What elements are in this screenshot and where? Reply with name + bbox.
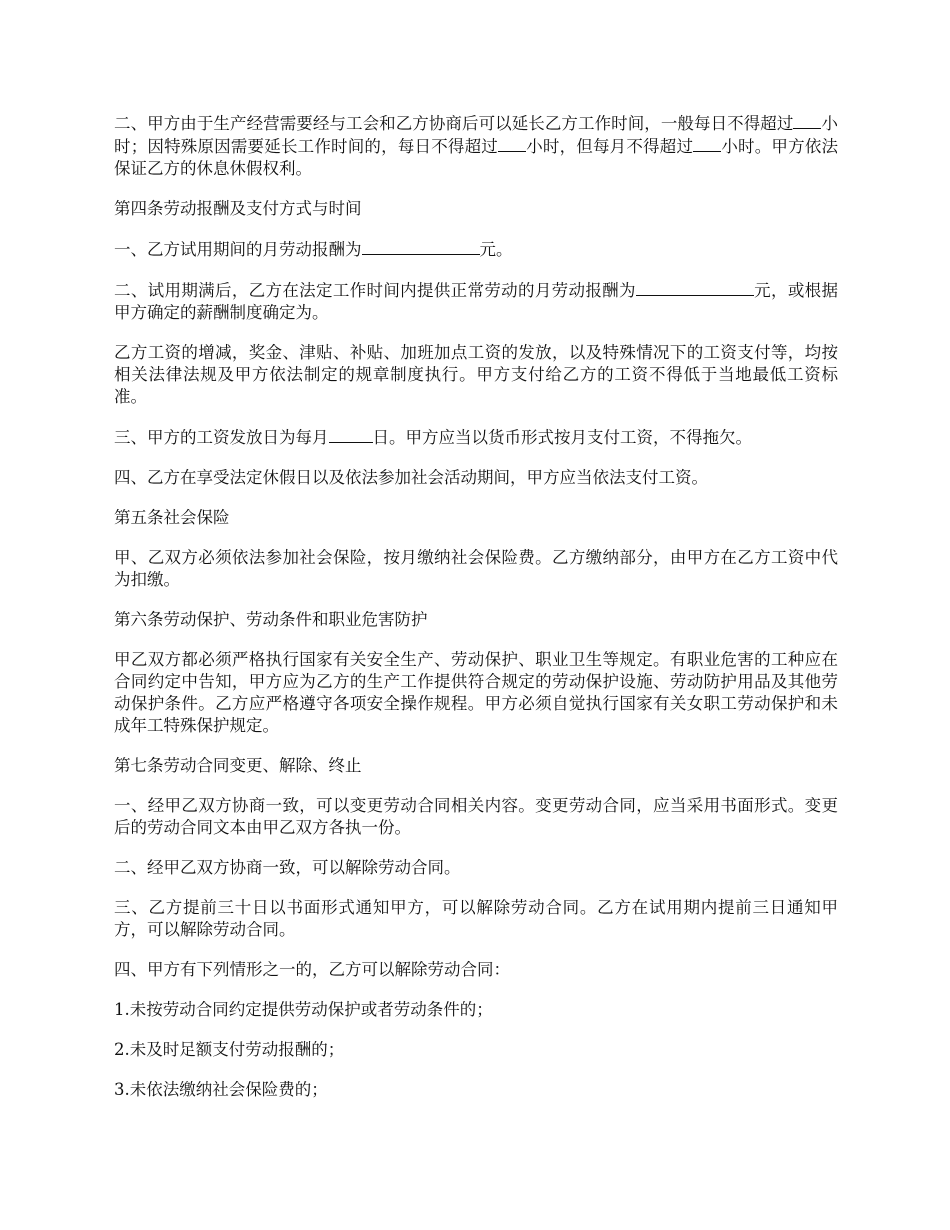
section-heading-6: 第六条劳动保护、劳动条件和职业危害防护 <box>114 610 428 629</box>
blank-field <box>793 112 821 129</box>
blank-field <box>636 279 754 296</box>
paragraph-notice-termination: 三、乙方提前三十日以书面形式通知甲方，可以解除劳动合同。乙方在试用期内提前三日通知甲方，可以解除劳动合同。 <box>114 898 838 939</box>
text-span: 小时；因特殊原因需要延长工作时间的，每日不得超过 <box>114 114 839 156</box>
paragraph-termination-conditions: 四、甲方有下列情形之一的，乙方可以解除劳动合同： <box>114 960 510 979</box>
paragraph-holiday-pay: 四、乙方在享受法定休假日以及依法参加社会活动期间，甲方应当依法支付工资。 <box>114 468 708 487</box>
text-span: 一、乙方试用期间的月劳动报酬为 <box>114 240 362 259</box>
list-item-2: 2.未及时足额支付劳动报酬的； <box>114 1040 345 1059</box>
list-item-1: 1.未按劳动合同约定提供劳动保护或者劳动条件的； <box>114 1000 493 1019</box>
paragraph-labor-protection: 甲乙双方都必须严格执行国家有关安全生产、劳动保护、职业卫生等规定。有职业危害的工种应在合同约定中告知，甲方应为乙方的生产工作提供符合规定的劳动保护设施、劳动防护用品及其他劳动保护条件。乙方应严格遵守各项安全操作规程。甲方必须自觉执行国家有关女职工劳动保护和未成年工特殊保护规定。 <box>114 650 838 735</box>
blank-field <box>693 135 721 152</box>
text-span: 日。甲方应当以货币形式按月支付工资，不得拖欠。 <box>372 428 752 447</box>
paragraph-probation-pay <box>114 238 838 261</box>
paragraph-payday <box>114 426 838 449</box>
text-span: 二、甲方由于生产经营需要经与工会和乙方协商后可以延长乙方工作时间，一般每日不得超过 <box>114 114 794 133</box>
blank-field <box>362 238 480 255</box>
paragraph-overtime <box>114 112 838 180</box>
text-span: 二、试用期满后，乙方在法定工作时间内提供正常劳动的月劳动报酬为 <box>114 281 636 300</box>
document-page <box>114 112 838 1119</box>
text-span: 三、甲方的工资发放日为每月 <box>114 428 329 447</box>
list-item-3: 3.未依法缴纳社会保险费的； <box>114 1080 328 1099</box>
paragraph-social-insurance: 甲、乙双方必须依法参加社会保险，按月缴纳社会保险费。乙方缴纳部分，由甲方在乙方工资中代为扣缴。 <box>114 548 838 589</box>
paragraph-regular-pay <box>114 279 838 324</box>
paragraph-contract-change: 一、经甲乙双方协商一致，可以变更劳动合同相关内容。变更劳动合同，应当采用书面形式。变更后的劳动合同文本由甲乙双方各执一份。 <box>114 796 838 837</box>
section-heading-5: 第五条社会保险 <box>114 508 230 527</box>
paragraph-mutual-termination: 二、经甲乙双方协商一致，可以解除劳动合同。 <box>114 858 461 877</box>
paragraph-wage-adjustment: 乙方工资的增减，奖金、津贴、补贴、加班加点工资的发放，以及特殊情况下的工资支付等，均按相关法律法规及甲方依法制定的规章制度执行。甲方支付给乙方的工资不得低于当地最低工资标准。 <box>114 343 838 406</box>
text-span: 元。 <box>479 240 513 259</box>
section-heading-4: 第四条劳动报酬及支付方式与时间 <box>114 199 362 218</box>
text-span: 小时，但每月不得超过 <box>526 137 694 156</box>
blank-field <box>498 135 526 152</box>
text-span: 元，或根据甲方确定的薪酬制度确定为。 <box>114 281 839 322</box>
text-span: 小时。甲方依法保证乙方的休息休假权利。 <box>114 137 839 178</box>
section-heading-7: 第七条劳动合同变更、解除、终止 <box>114 756 362 775</box>
blank-field <box>329 426 373 443</box>
